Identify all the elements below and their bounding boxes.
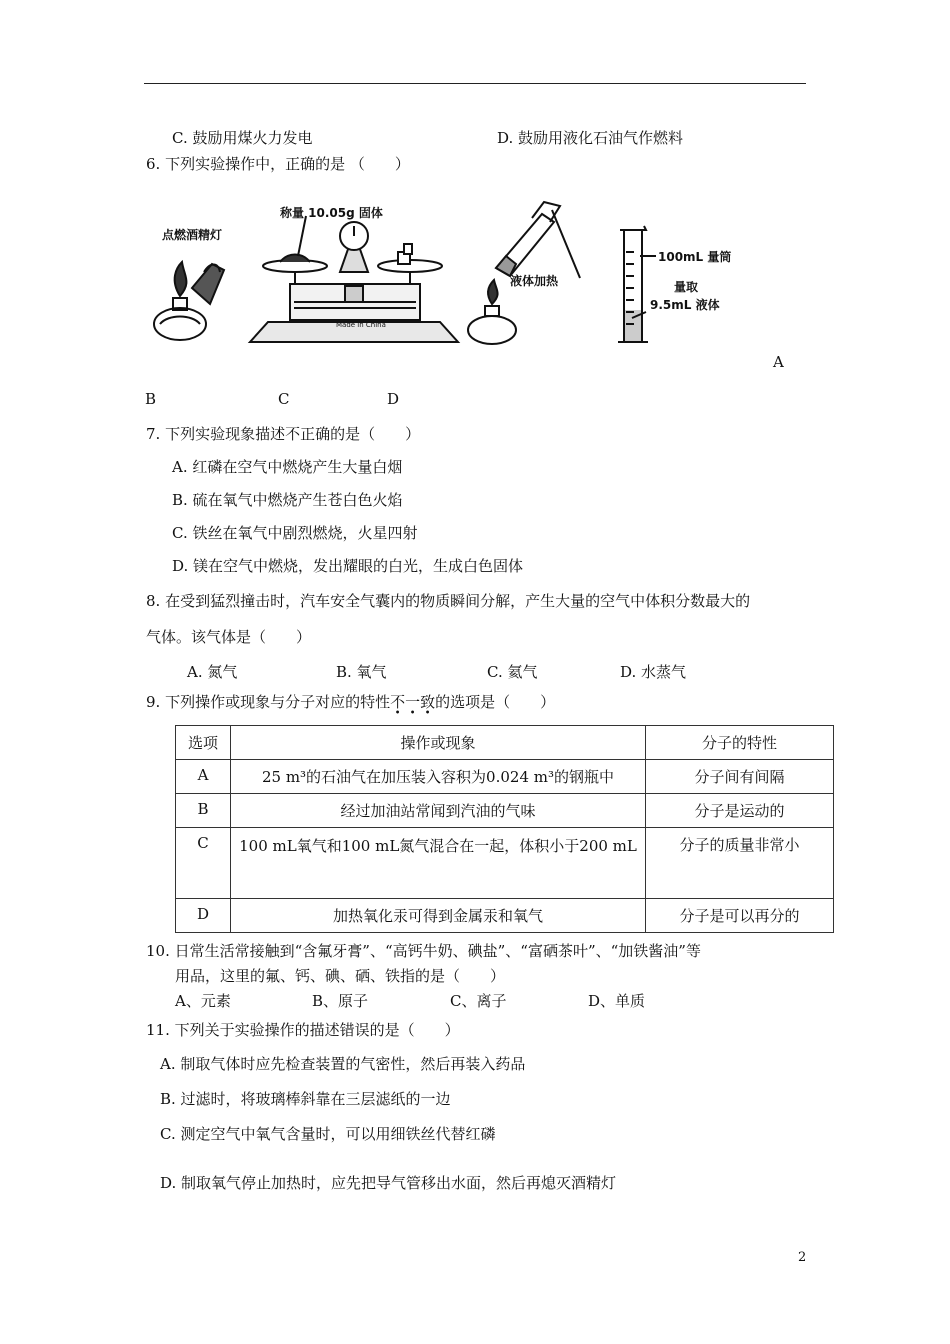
cell-operation: 25 m³的石油气在加压装入容积为0.024 m³的钢瓶中	[231, 760, 646, 794]
header-rule	[144, 83, 806, 84]
label-measure-volume: 9.5mL 液体	[650, 298, 720, 312]
q7-stem: 7. 下列实验现象描述不正确的是（ ）	[146, 425, 421, 443]
balance-maker-mark: Made in China	[336, 321, 386, 329]
q11-option-b: B. 过滤时，将玻璃棒斜靠在三层滤纸的一边	[160, 1090, 451, 1108]
cell-operation: 100 mL氧气和100 mL氮气混合在一起，体积小于200 mL	[231, 828, 646, 899]
cell-property: 分子是运动的	[646, 794, 834, 828]
measuring-cylinder-icon	[618, 226, 656, 342]
cell-option: B	[176, 794, 231, 828]
q7-option-a: A. 红磷在空气中燃烧产生大量白烟	[172, 458, 403, 476]
label-light-lamp: 点燃酒精灯	[162, 228, 223, 242]
q6-option-d: D	[387, 390, 400, 408]
header-property: 分子的特性	[646, 726, 834, 760]
label-measure: 量取	[674, 280, 699, 294]
q5-option-c: C. 鼓励用煤火力发电	[172, 129, 313, 147]
q11-option-a: A. 制取气体时应先检查装置的气密性，然后再装入药品	[160, 1055, 526, 1073]
cell-operation: 经过加油站常闻到汽油的气味	[231, 794, 646, 828]
cell-operation: 加热氧化汞可得到金属汞和氧气	[231, 899, 646, 933]
q9-emphasis-char-1: 不 •	[390, 693, 406, 719]
label-weigh-solid: 称量 10.05g 固体	[280, 206, 383, 220]
q9-emphasis-text-1: 不	[390, 693, 406, 711]
q9-emphasis-char-3: 致 •	[420, 693, 436, 719]
q9-table	[175, 725, 834, 933]
q9-stem-post: 的选项是（ ）	[435, 693, 556, 711]
q7-option-b: B. 硫在氧气中燃烧产生苍白色火焰	[172, 491, 403, 509]
cell-option: C	[176, 828, 231, 899]
q10-stem-line2: 用品，这里的氟、钙、碘、硒、铁指的是（ ）	[175, 967, 506, 985]
q11-stem: 11. 下列关于实验操作的描述错误的是（ ）	[146, 1021, 460, 1039]
q9-stem-pre: 9. 下列操作或现象与分子对应的特性	[146, 693, 391, 711]
q11-option-d: D. 制取氧气停止加热时，应先把导气管移出水面，然后再熄灭酒精灯	[160, 1174, 617, 1192]
q9-emphasis-char-2: 一 •	[405, 693, 421, 719]
cell-property: 分子是可以再分的	[646, 899, 834, 933]
header-operation: 操作或现象	[231, 726, 646, 760]
q10-option-c: C、离子	[450, 992, 507, 1010]
label-heat-liquid: 液体加热	[510, 274, 559, 288]
cell-option: A	[176, 760, 231, 794]
table-row	[176, 794, 834, 828]
table-row	[176, 760, 834, 794]
q8-option-a: A. 氮气	[187, 663, 238, 681]
q6-option-c: C	[278, 390, 290, 408]
q10-option-a: A、元素	[175, 992, 231, 1010]
q6-stem: 6. 下列实验操作中，正确的是 （ ）	[146, 155, 410, 173]
q6-option-b: B	[145, 390, 157, 408]
q9-emphasis-text-2: 一	[405, 693, 421, 711]
q6-figure	[140, 192, 760, 362]
header-option: 选项	[176, 726, 231, 760]
q8-option-c: C. 氦气	[487, 663, 538, 681]
q9-stem	[146, 691, 556, 719]
table-row	[176, 828, 834, 899]
table-row	[176, 899, 834, 933]
q7-option-d: D. 镁在空气中燃烧，发出耀眼的白光，生成白色固体	[172, 557, 524, 575]
q9-emphasis-text-3: 致	[420, 693, 436, 711]
q6-option-a: A	[773, 353, 784, 371]
page-number: 2	[798, 1250, 807, 1265]
cell-property: 分子的质量非常小	[646, 828, 834, 899]
table-header-row	[176, 726, 834, 760]
q11-option-c: C. 测定空气中氧气含量时，可以用细铁丝代替红磷	[160, 1125, 496, 1143]
lab-apparatus-illustration	[140, 192, 760, 362]
q10-option-b: B、原子	[312, 992, 369, 1010]
q10-stem-line1: 10. 日常生活常接触到“含氟牙膏”、“高钙牛奶、碘盐”、“富硒茶叶”、“加铁酱油”等	[146, 942, 701, 960]
q8-option-b: B. 氧气	[336, 663, 387, 681]
label-cylinder-volume: 100mL 量筒	[658, 250, 732, 264]
q8-stem-line1: 8. 在受到猛烈撞击时，汽车安全气囊内的物质瞬间分解，产生大量的空气中体积分数最大的	[146, 592, 751, 610]
q8-option-d: D. 水蒸气	[620, 663, 687, 681]
q5-option-d: D. 鼓励用液化石油气作燃料	[497, 129, 684, 147]
cell-property: 分子间有间隔	[646, 760, 834, 794]
alcohol-lamp-icon	[154, 262, 224, 340]
q10-option-d: D、单质	[588, 992, 646, 1010]
q8-stem-line2: 气体。该气体是（ ）	[146, 628, 312, 646]
q7-option-c: C. 铁丝在氧气中剧烈燃烧，火星四射	[172, 524, 418, 542]
cell-option: D	[176, 899, 231, 933]
